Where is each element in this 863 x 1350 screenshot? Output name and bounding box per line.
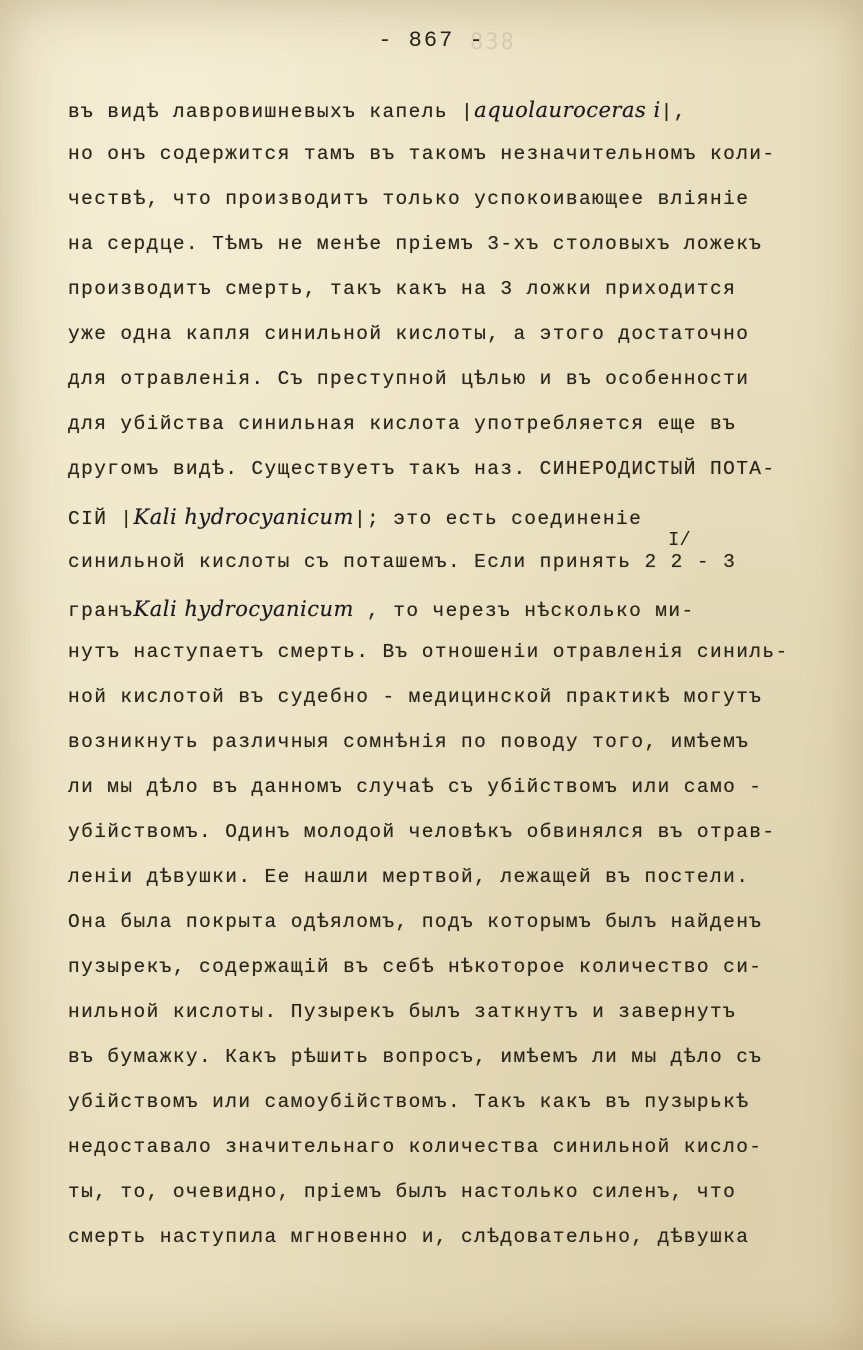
text-line: недоставало значительнаго количества синильной кисло-	[68, 1136, 763, 1158]
text-line: пузырекъ, содержащій въ себѣ нѣкоторое количество си-	[68, 956, 763, 978]
text-line: чествѣ, что производитъ только успокоивающее вліяніе	[68, 188, 750, 210]
page-number: - 867 -	[378, 28, 485, 53]
text-line: нутъ наступаетъ смерть. Въ отношеніи отравленія синиль-	[68, 641, 789, 663]
text-line: убійствомъ или самоубійствомъ. Такъ какъ въ пузырькѣ	[68, 1091, 750, 1113]
text-line: въ видѣ лавровишневыхъ капель |aquolauroceras i|,	[68, 98, 687, 123]
text-line: СІЙ |Kali hydrocyanicum|; это есть соединеніе	[68, 505, 643, 530]
handwritten-latin: aquolauroceras i	[474, 98, 661, 122]
text-line: для отравленія. Съ преступной цѣлью и въ особенности	[68, 368, 750, 390]
handwritten-latin: Kali hydrocyanicum	[133, 597, 354, 621]
text-line: нильной кислоты. Пузырекъ былъ заткнутъ и завернутъ	[68, 1001, 737, 1023]
text-line: гранъKali hydrocyanicum , то черезъ нѣсколько ми-	[68, 597, 695, 622]
text-line: но онъ содержится тамъ въ такомъ незначительномъ коли-	[68, 143, 776, 165]
text-line: производитъ смерть, такъ какъ на 3 ложки приходится	[68, 278, 737, 300]
text-line: ты, то, очевидно, пріемъ былъ настолько силенъ, что	[68, 1181, 737, 1203]
text-line: синильной кислоты съ поташемъ. Если принять 2 2 - 3	[68, 551, 737, 573]
text-line: леніи дѣвушки. Ее нашли мертвой, лежащей въ постели.	[68, 866, 750, 888]
text-line: ной кислотой въ судебно - медицинской практикѣ могутъ	[68, 686, 763, 708]
text-line: для убійства синильная кислота употребляется еще въ	[68, 413, 737, 435]
text-line: на сердце. Тѣмъ не менѣе пріемъ 3-хъ столовыхъ ложекъ	[68, 233, 763, 255]
text-line: въ бумажку. Какъ рѣшить вопросъ, имѣемъ ли мы дѣло съ	[68, 1046, 763, 1068]
text-line: ли мы дѣло въ данномъ случаѣ съ убійствомъ или само -	[68, 776, 763, 798]
text-line: другомъ видѣ. Существуетъ такъ наз. СИНЕРОДИСТЫЙ ПОТА-	[68, 458, 776, 480]
bleed-through-text: 838	[470, 30, 516, 55]
text-line: возникнуть различныя сомнѣнія по поводу того, имѣемъ	[68, 731, 750, 753]
text-line: уже одна капля синильной кислоты, а этого достаточно	[68, 323, 750, 345]
text-line: убійствомъ. Одинъ молодой человѣкъ обвинялся въ отрав-	[68, 821, 776, 843]
handwritten-latin: Kali hydrocyanicum	[133, 505, 354, 529]
text-line: смерть наступила мгновенно и, слѣдовательно, дѣвушка	[68, 1226, 750, 1248]
fraction-mark: I/	[668, 529, 691, 551]
text-line: Она была покрыта одѣяломъ, подъ которымъ былъ найденъ	[68, 911, 763, 933]
